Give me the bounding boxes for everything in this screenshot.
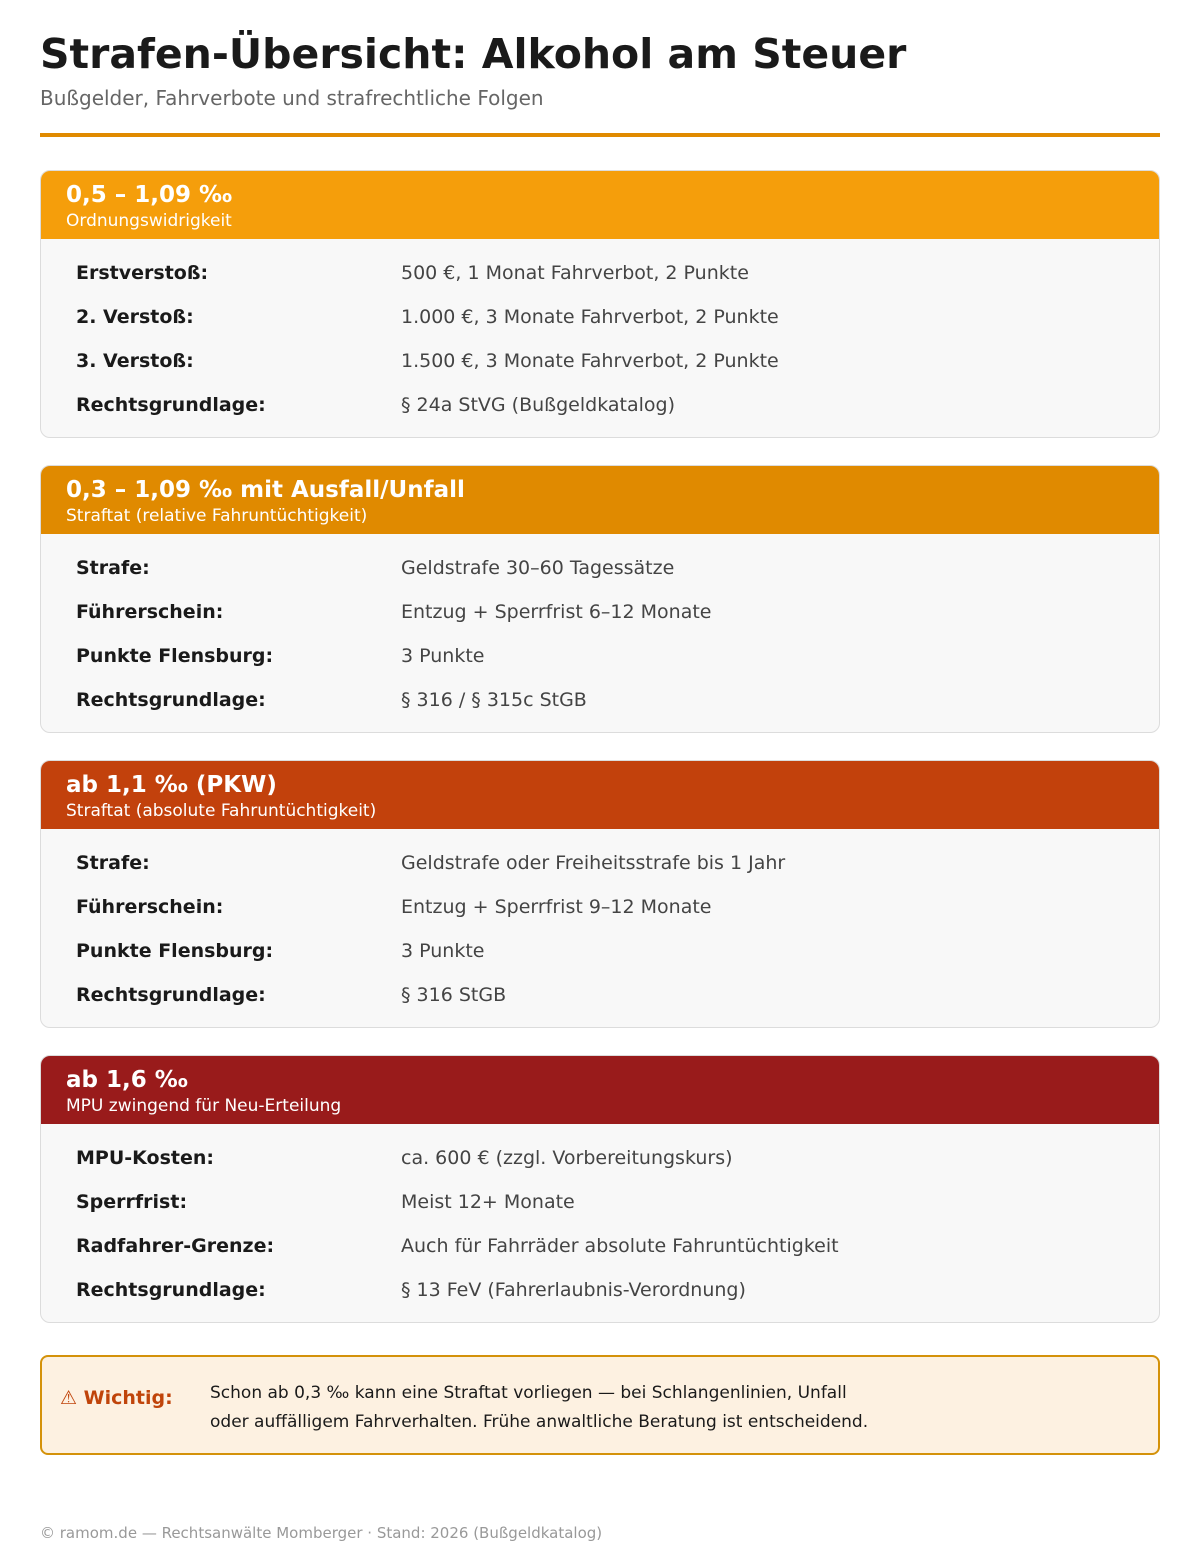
row-label: Führerschein: bbox=[76, 896, 224, 918]
section-title: ab 1,1 ‰ (PKW) bbox=[66, 772, 277, 798]
section-title: 0,3 – 1,09 ‰ mit Ausfall/Unfall bbox=[66, 477, 465, 503]
page-header bbox=[40, 28, 1160, 111]
section-subtitle: MPU zwingend für Neu-Erteilung bbox=[66, 1096, 342, 1116]
row-label: Strafe: bbox=[76, 852, 150, 874]
row-value: Geldstrafe oder Freiheitsstrafe bis 1 Jahr bbox=[401, 852, 786, 874]
row-value: Entzug + Sperrfrist 9–12 Monate bbox=[401, 896, 712, 918]
section-rows bbox=[41, 534, 1159, 732]
section-subtitle: Straftat (relative Fahruntüchtigkeit) bbox=[66, 506, 368, 526]
header-divider bbox=[40, 133, 1160, 137]
row-label: Rechtsgrundlage: bbox=[76, 1279, 266, 1301]
page-subtitle: Bußgelder, Fahrverbote und strafrechtliche Folgen bbox=[40, 86, 544, 110]
info-row bbox=[76, 688, 1159, 732]
footer-text: © ramom.de — Rechtsanwälte Momberger · Stand: 2026 (Bußgeldkatalog) bbox=[40, 1524, 603, 1542]
row-value: Meist 12+ Monate bbox=[401, 1191, 575, 1213]
row-value: 3 Punkte bbox=[401, 645, 485, 667]
row-label: Rechtsgrundlage: bbox=[76, 394, 266, 416]
row-label: Rechtsgrundlage: bbox=[76, 984, 266, 1006]
row-value: 1.000 €, 3 Monate Fahrverbot, 2 Punkte bbox=[401, 306, 779, 328]
info-row bbox=[76, 305, 1159, 349]
section-header bbox=[41, 1056, 1159, 1124]
section-rows bbox=[41, 239, 1159, 437]
section-header bbox=[41, 466, 1159, 534]
row-value: 1.500 €, 3 Monate Fahrverbot, 2 Punkte bbox=[401, 350, 779, 372]
row-label: Sperrfrist: bbox=[76, 1191, 188, 1213]
info-row bbox=[76, 1146, 1159, 1190]
section-title: ab 1,6 ‰ bbox=[66, 1067, 188, 1093]
section-subtitle: Straftat (absolute Fahruntüchtigkeit) bbox=[66, 801, 377, 821]
info-row bbox=[76, 556, 1159, 600]
important-note bbox=[40, 1355, 1160, 1455]
info-row bbox=[76, 1278, 1159, 1322]
row-label: 3. Verstoß: bbox=[76, 350, 194, 372]
info-row bbox=[76, 644, 1159, 688]
row-value: § 316 / § 315c StGB bbox=[401, 689, 587, 711]
info-row bbox=[76, 1234, 1159, 1278]
row-label: Führerschein: bbox=[76, 601, 224, 623]
section-card-3 bbox=[40, 1055, 1160, 1323]
row-value: 500 €, 1 Monat Fahrverbot, 2 Punkte bbox=[401, 262, 749, 284]
note-line: Schon ab 0,3 ‰ kann eine Straftat vorliegen — bei Schlangenlinien, Unfall bbox=[210, 1383, 847, 1403]
row-label: MPU-Kosten: bbox=[76, 1147, 214, 1169]
section-subtitle: Ordnungswidrigkeit bbox=[66, 211, 232, 231]
section-rows bbox=[41, 1124, 1159, 1322]
info-row bbox=[76, 939, 1159, 983]
row-label: Erstverstoß: bbox=[76, 262, 209, 284]
row-value: § 13 FeV (Fahrerlaubnis-Verordnung) bbox=[401, 1279, 746, 1301]
row-value: Geldstrafe 30–60 Tagessätze bbox=[401, 557, 675, 579]
warning-icon: ⚠ Wichtig: bbox=[60, 1387, 173, 1409]
section-header bbox=[41, 171, 1159, 239]
section-card-1 bbox=[40, 465, 1160, 733]
row-label: 2. Verstoß: bbox=[76, 306, 194, 328]
row-value: ca. 600 € (zzgl. Vorbereitungskurs) bbox=[401, 1147, 733, 1169]
row-value: Auch für Fahrräder absolute Fahruntüchtigkeit bbox=[401, 1235, 839, 1257]
info-row bbox=[76, 895, 1159, 939]
info-row bbox=[76, 261, 1159, 305]
row-value: 3 Punkte bbox=[401, 940, 485, 962]
row-label: Punkte Flensburg: bbox=[76, 645, 274, 667]
row-value: Entzug + Sperrfrist 6–12 Monate bbox=[401, 601, 712, 623]
section-rows bbox=[41, 829, 1159, 1027]
info-row bbox=[76, 393, 1159, 437]
section-card-0 bbox=[40, 170, 1160, 438]
info-row bbox=[76, 983, 1159, 1027]
info-row bbox=[76, 600, 1159, 644]
info-row bbox=[76, 1190, 1159, 1234]
row-label: Rechtsgrundlage: bbox=[76, 689, 266, 711]
section-card-2 bbox=[40, 760, 1160, 1028]
section-title: 0,5 – 1,09 ‰ bbox=[66, 182, 233, 208]
row-value: § 24a StVG (Bußgeldkatalog) bbox=[401, 394, 675, 416]
page-title: Strafen-Übersicht: Alkohol am Steuer bbox=[40, 30, 907, 78]
row-label: Strafe: bbox=[76, 557, 150, 579]
row-label: Radfahrer-Grenze: bbox=[76, 1235, 275, 1257]
note-line: oder auffälligem Fahrverhalten. Frühe anwaltliche Beratung ist entscheidend. bbox=[210, 1412, 869, 1432]
section-header bbox=[41, 761, 1159, 829]
note-text bbox=[210, 1379, 940, 1437]
info-row bbox=[76, 349, 1159, 393]
row-label: Punkte Flensburg: bbox=[76, 940, 274, 962]
row-value: § 316 StGB bbox=[401, 984, 507, 1006]
info-row bbox=[76, 851, 1159, 895]
